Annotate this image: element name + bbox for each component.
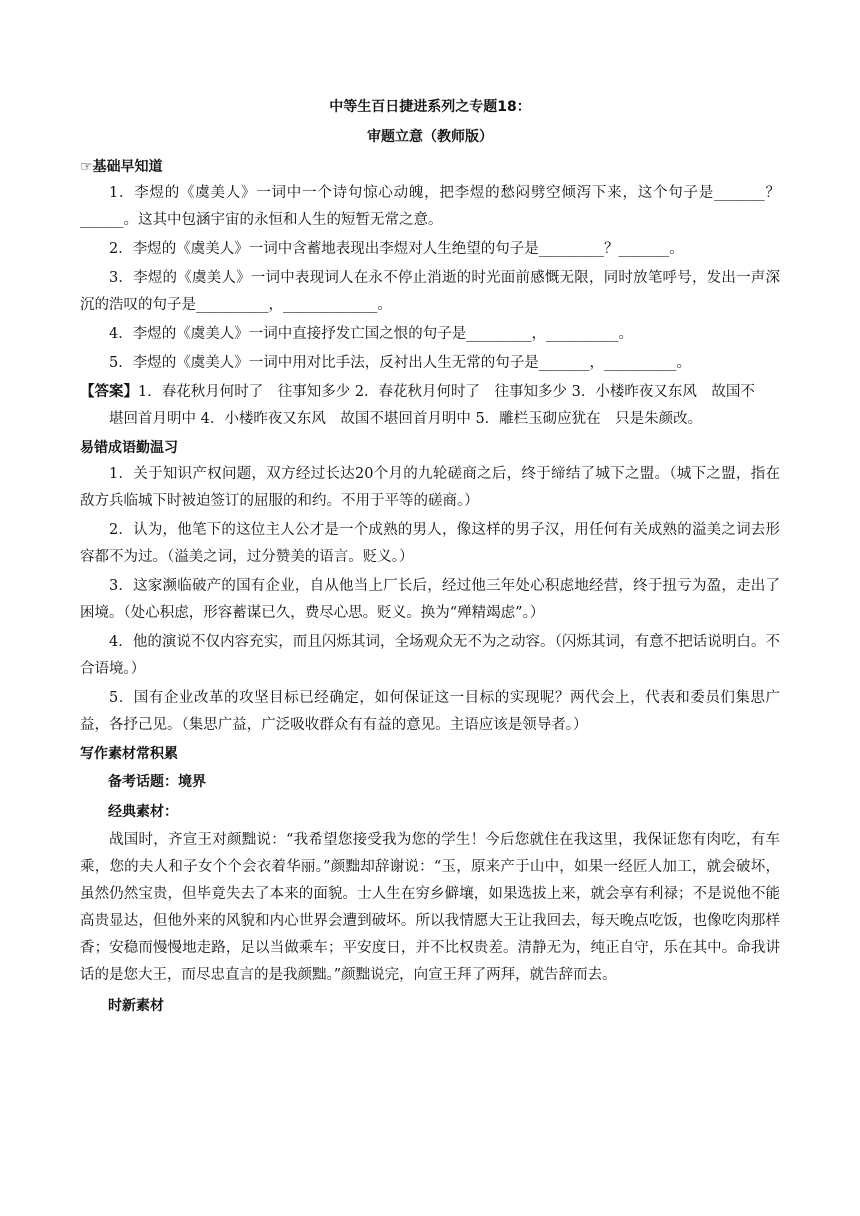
answer-block <box>80 379 780 406</box>
topic-label: 备考话题：境界 <box>108 774 206 790</box>
document-page <box>80 92 780 1021</box>
answer-tag: 【答案】 <box>80 384 138 400</box>
classic-material-label: 经典素材： <box>108 804 178 820</box>
answer-line-1: 1．春花秋月何时了 往事知多少 2．春花秋月何时了 往事知多少 3．小楼昨夜又东风 故国不 <box>138 384 755 400</box>
question-item: 3．李煜的《虞美人》一词中表现词人在永不停止消逝的时光面前感慨无限，同时放笔呼号，发出一声深沉的浩叹的句子是__________，_____________。 <box>80 270 780 313</box>
question-item: 4．李煜的《虞美人》一词中直接抒发亡国之恨的句子是_________，__________。 <box>109 326 633 342</box>
section-heading-basics: ☞基础早知道 <box>80 159 163 175</box>
question-item: 2．李煜的《虞美人》一词中含蓄地表现出李煜对人生绝望的句子是_________？_______。 <box>109 241 684 257</box>
document-title: 中等生百日捷进系列之专题18： <box>329 99 531 115</box>
question-item: 5．李煜的《虞美人》一词中用对比手法，反衬出人生无常的句子是_______，__________。 <box>109 355 691 371</box>
idiom-item: 1．关于知识产权问题，双方经过长达20个月的九轮磋商之后，终于缔结了城下之盟。（城下之盟，指在敌方兵临城下时被迫签订的屈服的和约。不用于平等的磋商。） <box>80 466 780 509</box>
document-subtitle: 审题立意（教师版） <box>367 129 493 145</box>
answer-line-2: 堪回首月明中 4．小楼昨夜又东风 故国不堪回首月明中 5．雕栏玉砌应犹在 只是朱颜改。 <box>109 411 703 427</box>
section-heading-idioms: 易错成语勤温习 <box>80 440 178 456</box>
classic-material-text: 战国时，齐宣王对颜黜说：“我希望您接受我为您的学生！今后您就住在我这里，我保证您有肉吃，有车乘，您的夫人和子女个个会衣着华丽。”颜黜却辞谢说：“玉，原来产于山中，如果一经匠人加工，就会破坏，虽然仍然宝贵，但毕竟失去了本来的面貌。士人生在穷乡僻壤，如果选拔上来，就会享有利禄；不是说他不能高贵显达，但他外来的风貌和内心世界会遭到破坏。所以我情愿大王让我回去，每天晚点吃饭，也像吃肉那样香；安稳而慢慢地走路，足以当做乘车；平安度日，并不比权贵差。清静无为，纯正自守，乐在其中。命我讲话的是您大王，而尽忠直言的是我颜黜。”颜黜说完，向宣王拜了两拜，就告辞而去。 <box>80 832 780 983</box>
section-heading-writing: 写作素材常积累 <box>80 746 178 762</box>
idiom-item: 3．这家濒临破产的国有企业，自从他当上厂长后，经过他三年处心积虑地经营，终于扭亏为盈，走出了困境。（处心积虑，形容蓄谋已久，费尽心思。贬义。换为“殚精竭虑”。） <box>80 578 780 621</box>
idiom-item: 4．他的演说不仅内容充实，而且闪烁其词，全场观众无不为之动容。（闪烁其词，有意不把话说明白。不合语境。） <box>80 634 780 677</box>
question-item: 1．李煜的《虞美人》一词中一个诗句惊心动魄，把李煜的愁闷劈空倾泻下来，这个句子是_______？______。这其中包涵宇宙的永恒和人生的短暂无常之意。 <box>80 185 780 228</box>
new-material-label: 时新素材 <box>108 998 164 1014</box>
idiom-item: 5．国有企业改革的攻坚目标已经确定，如何保证这一目标的实现呢？两代会上，代表和委员们集思广益，各抒己见。（集思广益，广泛吸收群众有有益的意见。主语应该是领导者。） <box>80 690 780 733</box>
idiom-item: 2．认为，他笔下的这位主人公才是一个成熟的男人，像这样的男子汉，用任何有关成熟的溢美之词去形容都不为过。（溢美之词，过分赞美的语言。贬义。） <box>80 522 780 565</box>
